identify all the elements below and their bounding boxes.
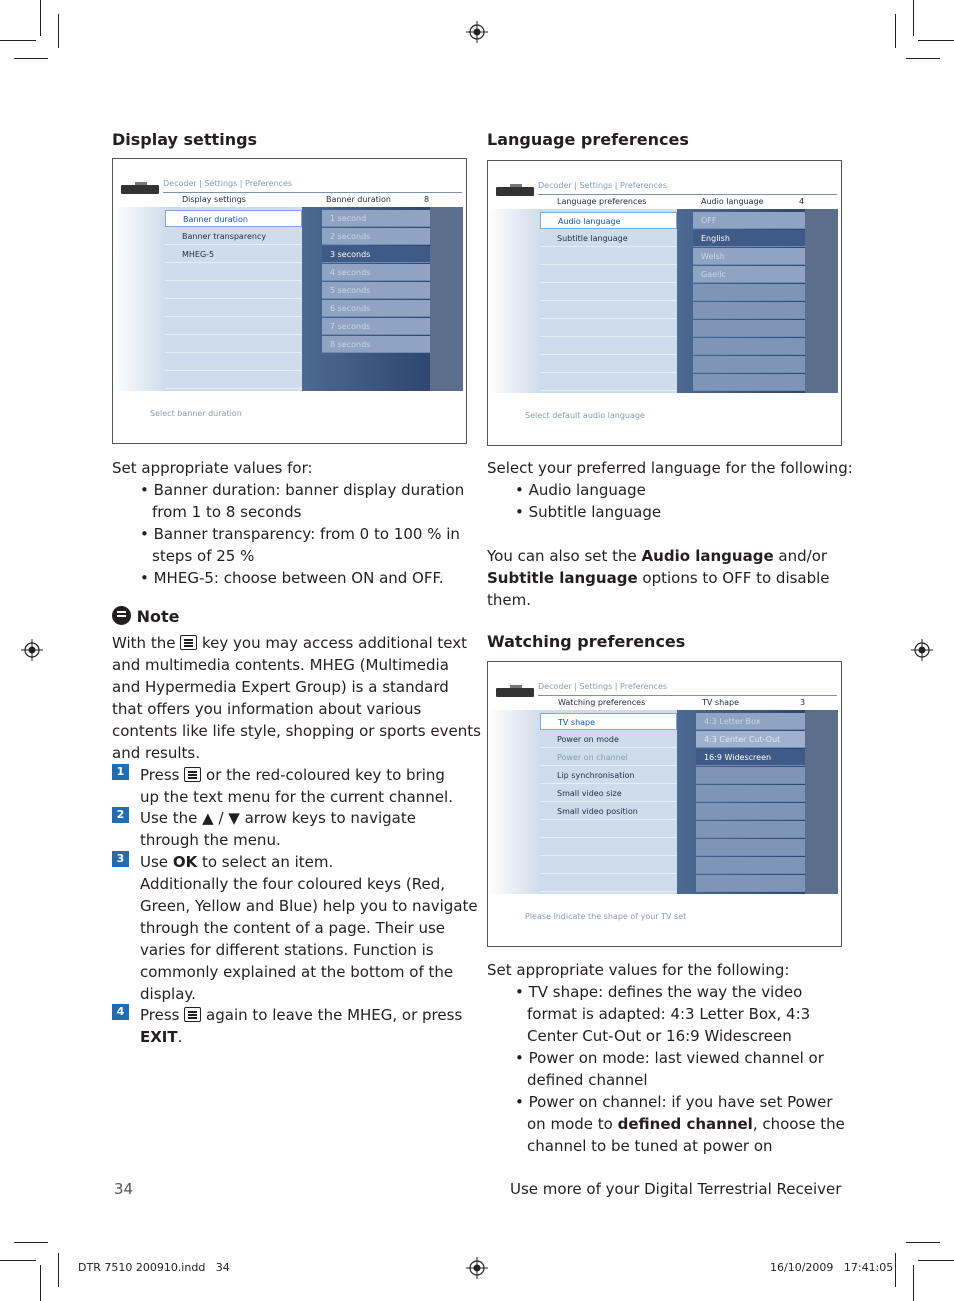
crop-mark <box>913 0 914 36</box>
receiver-logo-icon <box>496 187 534 196</box>
language-preferences-screenshot <box>487 160 842 446</box>
step-text: again to leave the MHEG, or press <box>206 1006 463 1024</box>
options-header: TV shape <box>702 698 740 707</box>
option-3-seconds[interactable]: 3 seconds <box>322 246 430 263</box>
step-1 <box>112 764 445 786</box>
slug-file-info: DTR 7510 200910.indd 34 <box>78 1261 230 1274</box>
help-text: Select banner duration <box>150 409 242 418</box>
option-7-seconds[interactable]: 7 seconds <box>322 318 430 335</box>
step-text: Use the ▲ / ▼ arrow keys to navigate <box>140 809 416 827</box>
bullet-line <box>487 1113 845 1135</box>
step-2 <box>112 807 416 829</box>
crop-mark <box>58 1253 59 1287</box>
bullet-line: • Banner transparency: from 0 to 100 % in <box>140 525 460 543</box>
menu-item-small-video-size[interactable]: Small video size <box>540 785 677 802</box>
note-text: key you may access additional text <box>202 634 467 652</box>
options-header: Audio language <box>701 197 764 206</box>
crop-mark <box>40 0 41 36</box>
bullet-text: on mode to <box>527 1115 613 1133</box>
display-settings-screenshot <box>112 158 467 444</box>
bullet-line: • Power on mode: last viewed channel or <box>515 1049 824 1067</box>
crop-mark <box>0 40 36 41</box>
language-paragraph: them. <box>487 591 531 609</box>
registration-mark-icon <box>466 1257 488 1279</box>
text-key-icon <box>184 1007 201 1022</box>
option-6-seconds[interactable]: 6 seconds <box>322 300 430 317</box>
display-settings-heading: Display settings <box>112 130 258 149</box>
menu-item-banner-transparency[interactable]: Banner transparency <box>165 228 302 245</box>
display-intro: Set appropriate values for: <box>112 459 313 477</box>
registration-mark-icon <box>911 639 933 661</box>
note-line: and Hypermedia Expert Group) is a standard <box>112 678 449 696</box>
bullet-text: , choose the <box>752 1115 845 1133</box>
option-count: 8 <box>424 195 430 204</box>
exit-key-label: EXIT <box>140 1028 178 1046</box>
crop-mark <box>895 1253 896 1287</box>
breadcrumb: Decoder | Settings | Preferences <box>538 682 668 691</box>
para-text: You can also set the <box>487 547 637 565</box>
bullet-bold: defined channel <box>617 1115 753 1133</box>
para-text: and/or <box>778 547 828 565</box>
note-line: that offers you information about various <box>112 700 422 718</box>
crop-mark <box>0 1260 36 1261</box>
crop-mark <box>40 1265 41 1301</box>
menu-item-subtitle-language[interactable]: Subtitle language <box>540 230 677 247</box>
step-4 <box>112 1004 462 1026</box>
option-count: 4 <box>799 197 805 206</box>
menu-item-small-video-position[interactable]: Small video position <box>540 803 677 820</box>
step-line: up the text menu for the current channel. <box>140 788 453 806</box>
bullet-line: from 1 to 8 seconds <box>152 503 302 521</box>
menu-header: Language preferences <box>557 197 647 206</box>
option-8-seconds[interactable]: 8 seconds <box>322 336 430 353</box>
para-text: options to OFF to disable <box>642 569 830 587</box>
language-preferences-heading: Language preferences <box>487 130 689 149</box>
crop-mark <box>918 1260 954 1261</box>
language-paragraph <box>487 567 830 589</box>
receiver-logo-icon <box>121 185 159 194</box>
crop-mark <box>918 40 954 41</box>
bullet-line: • TV shape: defines the way the video <box>515 983 803 1001</box>
crop-mark <box>14 58 48 59</box>
language-intro: Select your preferred language for the following: <box>487 459 853 477</box>
crop-mark <box>906 58 940 59</box>
bullet-line: Center Cut-Out or 16:9 Widescreen <box>527 1027 792 1045</box>
step-line: Green, Yellow and Blue) help you to navigate <box>140 897 478 915</box>
note-title <box>112 606 179 628</box>
note-title-text: Note <box>136 607 180 626</box>
options-header: Banner duration <box>326 195 391 204</box>
text-key-icon <box>180 635 197 650</box>
menu-header: Display settings <box>182 195 246 204</box>
option-count: 3 <box>800 698 806 707</box>
crop-mark <box>913 1265 914 1301</box>
menu-item-banner-duration[interactable]: Banner duration <box>165 210 302 227</box>
option-2-seconds[interactable]: 2 seconds <box>322 228 430 245</box>
option-letter-box[interactable]: 4:3 Letter Box <box>696 713 805 730</box>
crop-mark <box>14 1242 48 1243</box>
bullet-line: • MHEG-5: choose between ON and OFF. <box>140 569 444 587</box>
option-1-second[interactable]: 1 second <box>322 210 430 227</box>
step-text: . <box>177 1028 183 1046</box>
menu-item-tv-shape[interactable]: TV shape <box>540 713 677 730</box>
step-text: Press <box>140 766 180 784</box>
menu-item-mheg5[interactable]: MHEG-5 <box>165 246 302 263</box>
watching-preferences-heading: Watching preferences <box>487 632 686 651</box>
option-5-seconds[interactable]: 5 seconds <box>322 282 430 299</box>
bullet-line: format is adapted: 4:3 Letter Box, 4:3 <box>527 1005 811 1023</box>
help-text: Please indicate the shape of your TV set <box>525 912 687 921</box>
bullet-line: defined channel <box>527 1071 648 1089</box>
ok-key-label: OK <box>172 853 198 871</box>
menu-item-lip-synchronisation[interactable]: Lip synchronisation <box>540 767 677 784</box>
para-bold: Audio language <box>641 547 774 565</box>
step-number: 1 <box>112 764 129 780</box>
option-center-cut-out[interactable]: 4:3 Center Cut-Out <box>696 731 805 748</box>
menu-item-audio-language[interactable]: Audio language <box>540 212 677 229</box>
option-widescreen[interactable]: 16:9 Widescreen <box>696 749 805 766</box>
step-line: Additionally the four coloured keys (Red, <box>140 875 445 893</box>
page-number: 34 <box>114 1180 134 1198</box>
text-key-icon <box>184 767 201 782</box>
step-text: to select an item. <box>201 853 334 871</box>
note-line: and multimedia contents. MHEG (Multimedia <box>112 656 449 674</box>
registration-mark-icon <box>466 21 488 43</box>
menu-item-power-on-mode[interactable]: Power on mode <box>540 731 677 748</box>
help-text: Select default audio language <box>525 411 645 420</box>
note-line: contents like life style, shopping or sports events <box>112 722 481 740</box>
step-number: 4 <box>112 1004 129 1020</box>
menu-header: Watching preferences <box>558 698 646 707</box>
note-line <box>112 632 467 654</box>
note-with: With the <box>112 634 176 652</box>
language-paragraph <box>487 545 827 567</box>
option-off[interactable]: OFF <box>693 212 805 229</box>
step-line: display. <box>140 985 196 1003</box>
bullet-line: channel to be tuned at power on <box>527 1137 773 1155</box>
step-text: Press <box>140 1006 180 1024</box>
step-number: 2 <box>112 807 129 823</box>
crop-mark <box>895 14 896 48</box>
footer-title: Use more of your Digital Terrestrial Receiver <box>510 1180 842 1198</box>
bullet-line: • Subtitle language <box>515 503 662 521</box>
step-number: 3 <box>112 851 129 867</box>
step-line: through the menu. <box>140 831 281 849</box>
crop-mark <box>906 1242 940 1243</box>
breadcrumb: Decoder | Settings | Preferences <box>163 179 293 188</box>
option-gaelic[interactable]: Gaelic <box>693 266 805 283</box>
bullet-line: • Power on channel: if you have set Power <box>515 1093 833 1111</box>
step-text: or the red-coloured key to bring <box>206 766 445 784</box>
watching-intro: Set appropriate values for the following: <box>487 961 790 979</box>
step-line: varies for different stations. Function is <box>140 941 434 959</box>
receiver-logo-icon <box>496 688 534 697</box>
para-bold: Subtitle language <box>487 569 638 587</box>
breadcrumb: Decoder | Settings | Preferences <box>538 181 668 190</box>
bullet-line: • Audio language <box>515 481 646 499</box>
note-line: and results. <box>112 744 201 762</box>
crop-mark <box>58 14 59 48</box>
bullet-line: • Banner duration: banner display duration <box>140 481 465 499</box>
option-english[interactable]: English <box>693 230 805 247</box>
slug-date-info: 16/10/2009 17:41:05 <box>770 1261 894 1274</box>
option-4-seconds[interactable]: 4 seconds <box>322 264 430 281</box>
menu-item-power-on-channel[interactable]: Power on channel <box>540 749 677 766</box>
watching-preferences-screenshot <box>487 661 842 947</box>
step-line <box>140 1026 182 1048</box>
step-line: through the content of a page. Their use <box>140 919 446 937</box>
registration-mark-icon <box>21 639 43 661</box>
note-icon <box>112 606 131 625</box>
step-text: Use <box>140 853 169 871</box>
step-line: commonly explained at the bottom of the <box>140 963 454 981</box>
step-3 <box>112 851 333 873</box>
option-welsh[interactable]: Welsh <box>693 248 805 265</box>
bullet-line: steps of 25 % <box>152 547 255 565</box>
